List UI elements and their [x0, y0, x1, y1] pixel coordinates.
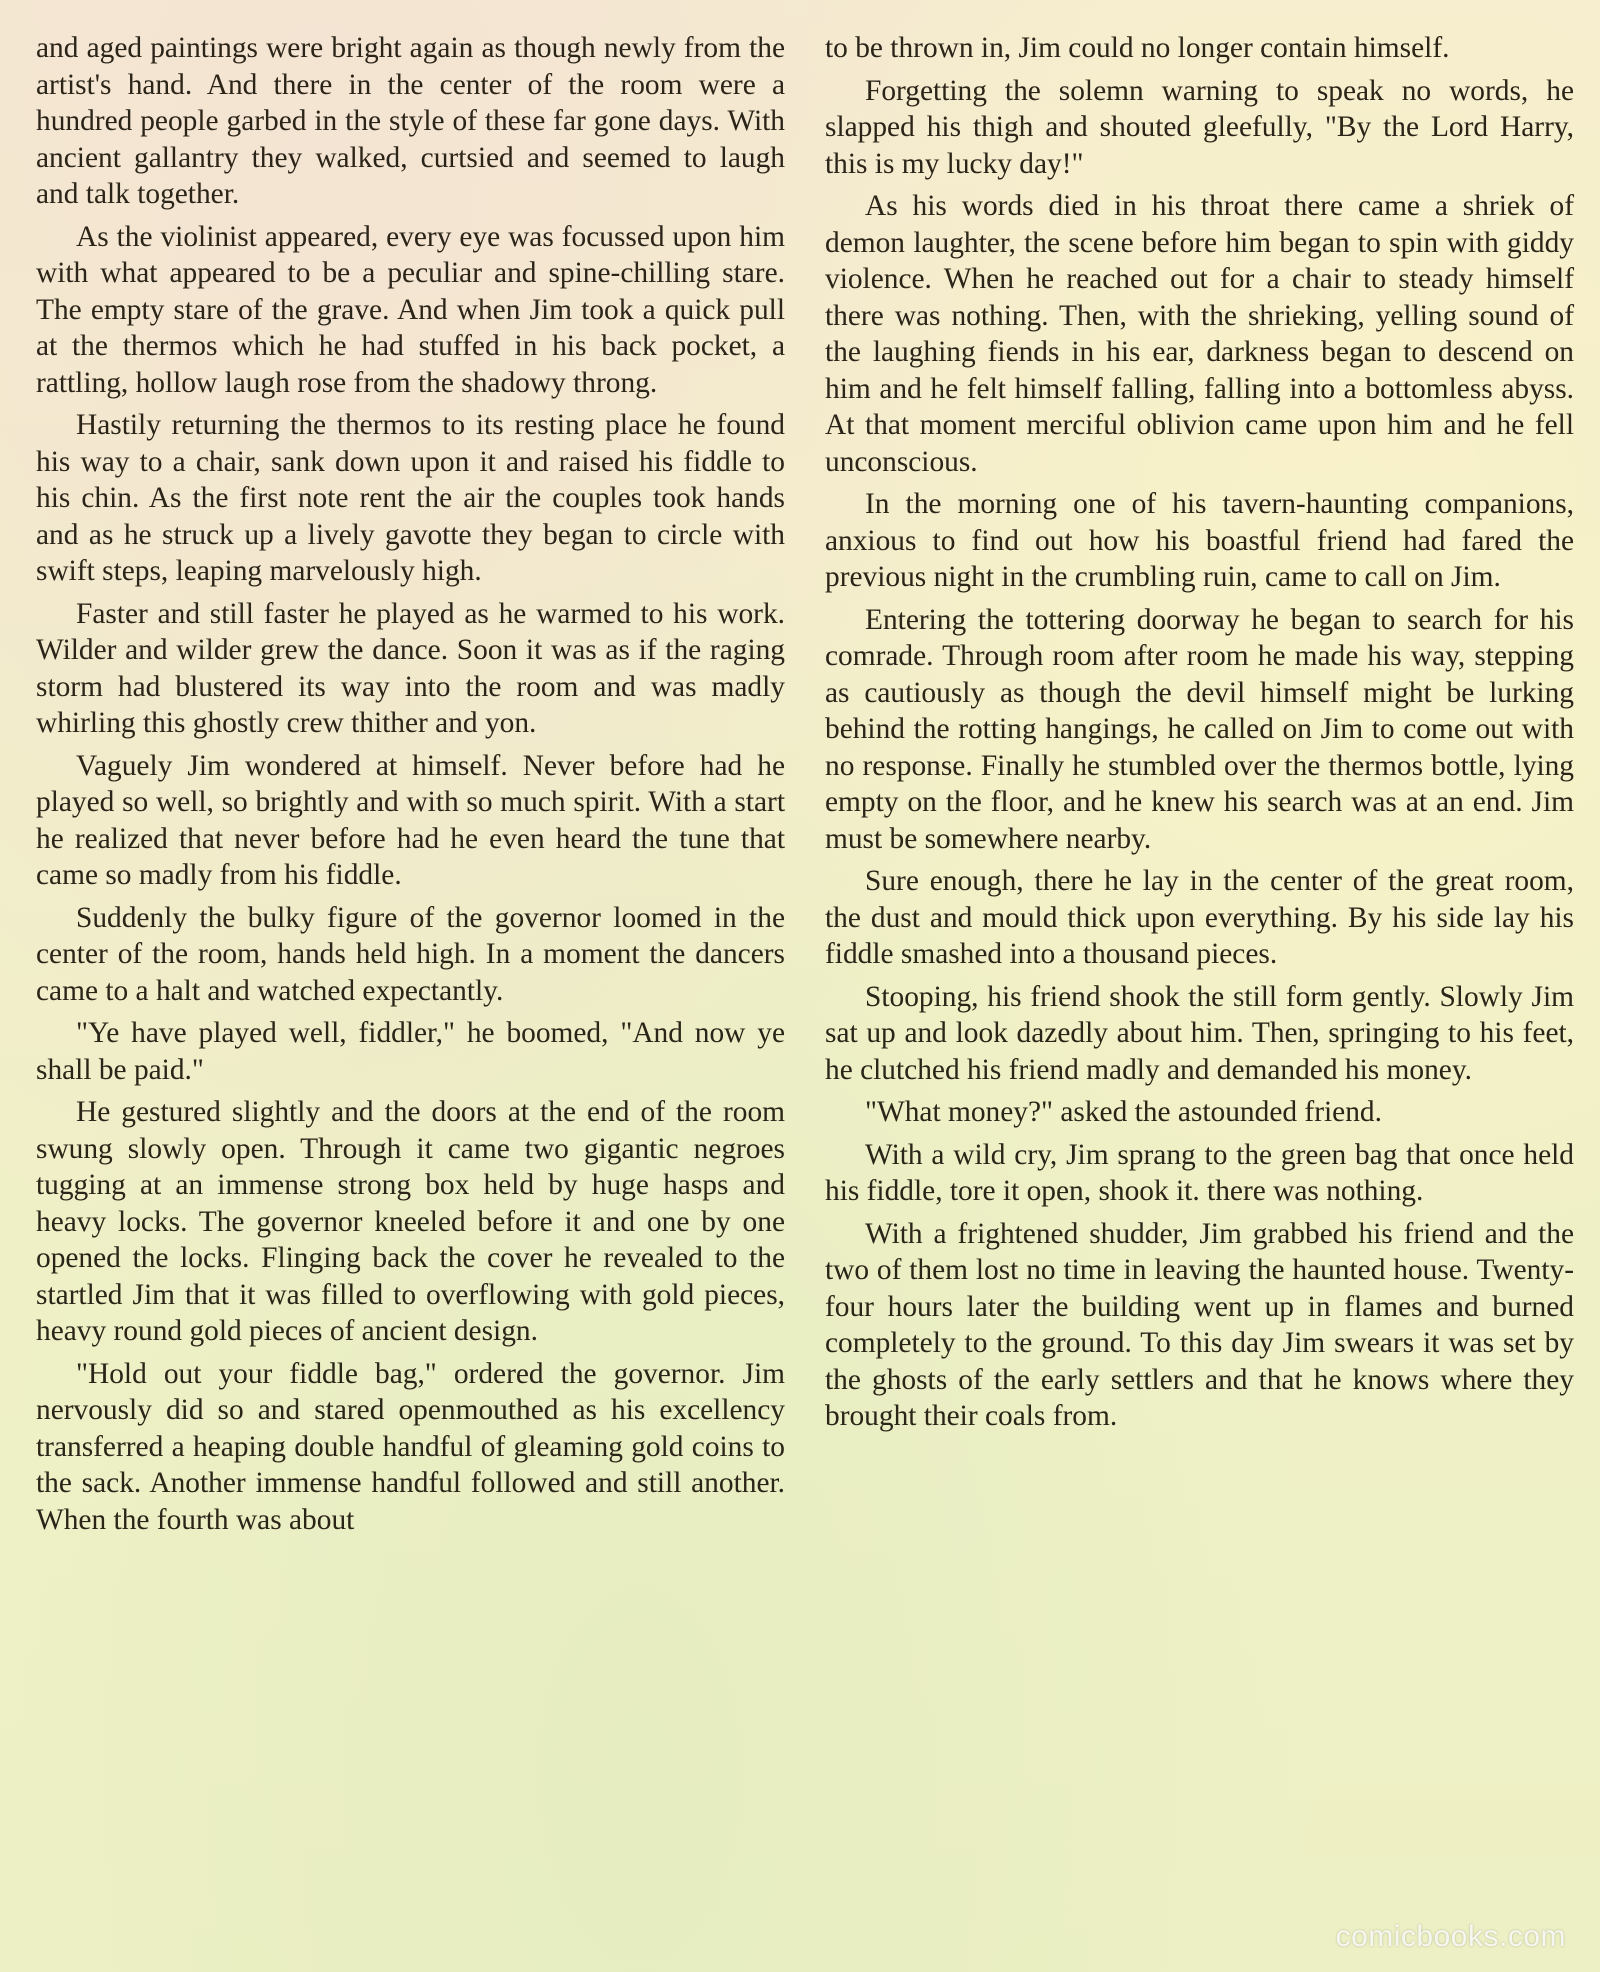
paragraph: to be thrown in, Jim could no longer contain himself. [825, 32, 1450, 64]
right-column [825, 30, 1574, 1970]
paragraph: "What money?" asked the astounded friend. [865, 1096, 1382, 1128]
watermark: comicbooks.com [1335, 1920, 1566, 1953]
paragraph: Suddenly the bulky figure of the governor loomed in the center of the room, hands held high. In a moment the dancers came to a halt and watched expectantly. [36, 901, 785, 1007]
paragraph: As the violinist appeared, every eye was focussed upon him with what appeared to be a peculiar and spine-chilling stare. The empty stare of the grave. And when Jim took a quick pull at the thermos which he had stuffed in his back pocket, a rattling, hollow laugh rose from the shadowy throng. [36, 220, 785, 399]
paragraph: As his words died in his throat there came a shriek of demon laughter, the scene before him began to spin with giddy violence. When he reached out for a chair to steady himself there was nothing. Then, with the shrieking, yelling sound of the laughing fiends in his ear, darkness began to descend on him and he felt himself falling, falling into a bottomless abyss. At that moment merciful oblivion came upon him and he fell unconscious. [825, 190, 1574, 478]
paragraph: Stooping, his friend shook the still form gently. Slowly Jim sat up and look dazedly about him. Then, springing to his feet, he clutched his friend madly and demanded his money. [825, 980, 1574, 1086]
paragraph: "Hold out your fiddle bag," ordered the governor. Jim nervously did so and stared openmouthed as his excellency transferred a heaping double handful of gleaming gold coins to the sack. Another immense handful followed and still another. When the fourth was about [36, 1357, 785, 1536]
paragraph: With a frightened shudder, Jim grabbed his friend and the two of them lost no time in leaving the haunted house. Twenty-four hours later the building went up in flames and burned completely to the ground. To this day Jim swears it was set by the ghosts of the early settlers and that he knows where they brought their coals from. [825, 1217, 1574, 1432]
paragraph: Sure enough, there he lay in the center of the great room, the dust and mould thick upon everything. By his side lay his fiddle smashed into a thousand pieces. [825, 865, 1574, 970]
paragraph: In the morning one of his tavern-haunting companions, anxious to find out how his boastful friend had fared the previous night in the crumbling ruin, came to call on Jim. [825, 488, 1574, 593]
paragraph: He gestured slightly and the doors at the end of the room swung slowly open. Through it came two gigantic negroes tugging at an immense strong box held by huge hasps and heavy locks. The governor kneeled before it and one by one opened the locks. Flinging back the cover he revealed to the startled Jim that it was filled to overflowing with gold pieces, heavy round gold pieces of ancient design. [36, 1096, 785, 1347]
paragraph: With a wild cry, Jim sprang to the green bag that once held his fiddle, tore it open, shook it. there was nothing. [825, 1138, 1574, 1207]
paragraph: Hastily returning the thermos to its resting place he found his way to a chair, sank down upon it and raised his fiddle to his chin. As the first note rent the air the couples took hands and as he struck up a lively gavotte they began to circle with swift steps, leaping marvelously high. [36, 409, 785, 587]
paragraph: Forgetting the solemn warning to speak no words, he slapped his thigh and shouted gleefully, "By the Lord Harry, this is my lucky day!" [825, 74, 1574, 180]
paragraph: "Ye have played well, fiddler," he boomed, "And now ye shall be paid." [36, 1017, 785, 1086]
paragraph: and aged paintings were bright again as though newly from the artist's hand. And there in the center of the room were a hundred people garbed in the style of these far gone days. With ancient gallantry they walked, curtsied and seemed to laugh and talk together. [36, 32, 785, 210]
paragraph: Entering the tottering doorway he began to search for his comrade. Through room after room he made his way, stepping as cautiously as though the devil himself might be lurking behind the rotting hangings, he called on Jim to come out with no response. Finally he stumbled over the thermos bottle, lying empty on the floor, and he knew his search was at an end. Jim must be somewhere nearby. [825, 603, 1574, 855]
article-body [36, 30, 1574, 1970]
left-column [36, 30, 785, 1970]
paragraph: Faster and still faster he played as he warmed to his work. Wilder and wilder grew the dance. Soon it was as if the raging storm had blustered its way into the room and was madly whirling this ghostly crew thither and yon. [36, 597, 785, 739]
paragraph: Vaguely Jim wondered at himself. Never before had he played so well, so brightly and with so much spirit. With a start he realized that never before had he even heard the tune that came so madly from his fiddle. [36, 749, 785, 891]
